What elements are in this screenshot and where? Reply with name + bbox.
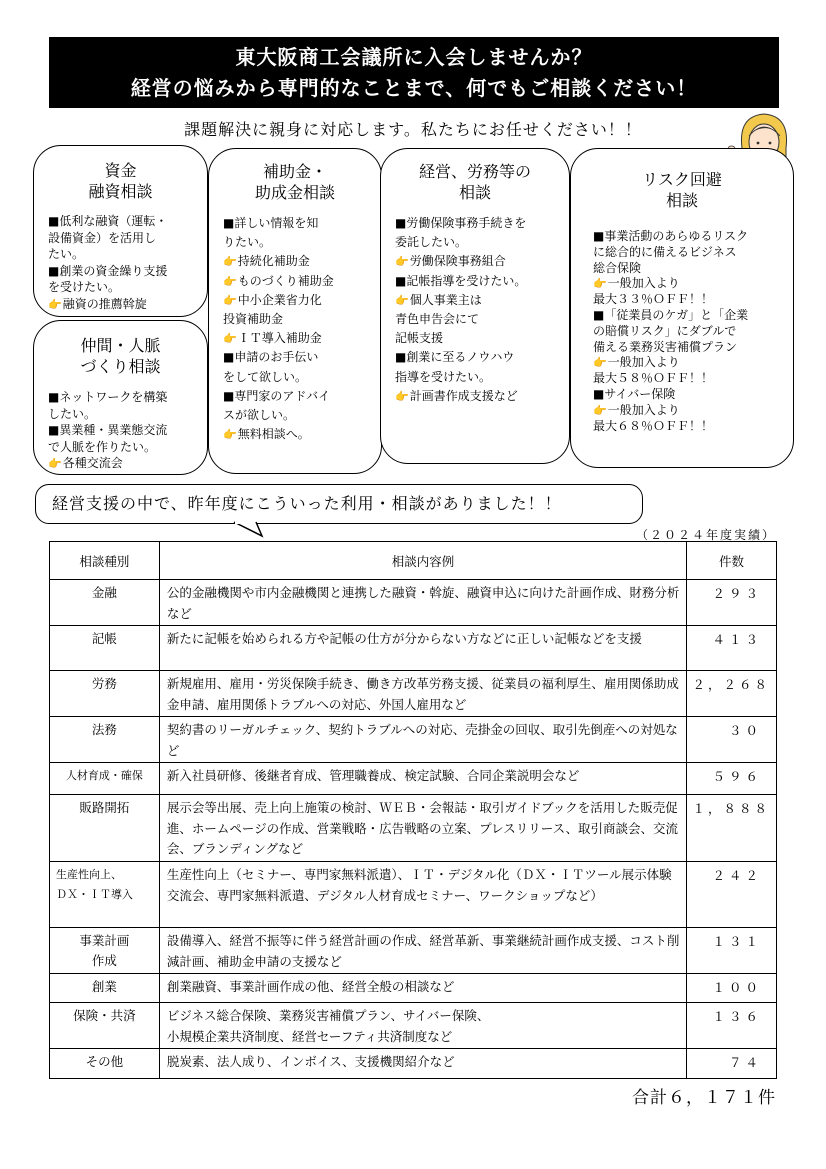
list-item: 👉 持続化補助金 [223, 252, 373, 271]
page-subtitle: 課題解決に親身に対応します。私たちにお任せください！！ [184, 120, 642, 139]
risk-consultation-bubble [570, 148, 794, 468]
total-count: 合計６，１７１件 [632, 1088, 776, 1108]
row-detail: ビジネス総合保険、業務災害補償プラン、サイバー保険、 小規模企業共済制度、経営セーフティ共済制度など [159, 1003, 686, 1049]
row-detail: 設備導入、経営不振等に伴う経営計画の作成、経営革新、事業継続計画作成支援、コスト削減計画、補助金申請の支援など [159, 928, 686, 974]
row-count: ２４２ [687, 862, 777, 928]
list-item: 👉 各種交流会 [48, 455, 199, 473]
table-row [50, 1003, 777, 1049]
row-category: 労務 [50, 671, 160, 717]
row-count: ５９６ [687, 763, 777, 795]
row-count: １３６ [687, 1003, 777, 1049]
row-category: その他 [50, 1049, 160, 1079]
row-detail: 生産性向上（セミナー、専門家無料派遣）、ＩＴ・デジタル化（ＤＸ・ＩＴツール展示体験交流会、専門家無料派遣、デジタル人材育成セミナー、ワークショップなど） [159, 862, 686, 928]
row-category: 記帳 [50, 626, 160, 671]
row-detail: 公的金融機関や市内金融機関と連携した融資・斡旋、融資申込に向けた計画作成、財務分析など [159, 580, 686, 626]
row-count: １３１ [687, 928, 777, 974]
list-item: ■ 創業の資金繰り支援 を受けたい。 [48, 263, 199, 296]
table-header-row [50, 542, 777, 580]
page-header [49, 37, 779, 108]
list-item: 👉 一般加入より 最大３３％ＯＦＦ！！ [593, 276, 787, 308]
list-item: 👉 無料相談へ。 [223, 425, 373, 444]
list-item: 👉 一般加入より 最大６８％ＯＦＦ！！ [593, 403, 787, 435]
subsidy-bubble-title: 補助金・ 助成金相談 [254, 162, 335, 202]
list-item: ■ 労働保険事務手続きを 委託したい。 [395, 214, 561, 252]
list-item: ■ 「従業員のケガ」と「企業 の賠償リスク」にダブルで 備える業務災害補償プラン [593, 308, 787, 355]
table-row [50, 626, 777, 671]
row-category: 金融 [50, 580, 160, 626]
table-row [50, 795, 777, 862]
list-item: ■ 記帳指導を受けたい。 [395, 272, 561, 291]
list-item: ■ 創業に至るノウハウ 指導を受けたい。 [395, 348, 561, 386]
row-detail: 新規雇用、雇用・労災保険手続き、働き方改革労務支援、従業員の福利厚生、雇用関係助成金申請、雇用関係トラブルへの対応、外国人雇用など [159, 671, 686, 717]
table-row [50, 1049, 777, 1079]
column-header-count: 件数 [687, 542, 777, 580]
labor-consultation-bubble [380, 148, 570, 464]
row-detail: 展示会等出展、売上向上施策の検討、ＷＥＢ・会報誌・取引ガイドブックを活用した販売促進、ホームページの作成、営業戦略・広告戦略の立案、プレスリリース、取引商談会、交流会、ブランディングなど [159, 795, 686, 862]
row-category: 生産性向上、 ＤＸ・ＩＴ導入 [50, 862, 160, 928]
row-count: ２９３ [687, 580, 777, 626]
row-category: 創業 [50, 974, 160, 1003]
row-detail: 創業融資、事業計画作成の他、経営全般の相談など [159, 974, 686, 1003]
list-item: 👉 中小企業省力化 投資補助金 [223, 291, 373, 329]
column-header-detail: 相談内容例 [159, 542, 686, 580]
network-bubble-title: 仲間・人脈 づくり相談 [80, 336, 161, 376]
list-item: 👉 個人事業主は 青色申告会にて 記帳支援 [395, 291, 561, 349]
list-item: 👉 計画書作成支援など [395, 387, 561, 406]
row-count: １，８８８ [687, 795, 777, 862]
table-row [50, 928, 777, 974]
year-note: （２０２４年度実績） [635, 528, 776, 542]
header-line-1: 東大阪商工会議所に入会しませんか？ [235, 45, 593, 69]
row-count: ７４ [687, 1049, 777, 1079]
list-item: 👉 融資の推薦斡旋 [48, 296, 199, 314]
table-row [50, 717, 777, 763]
list-item: ■ 専門家のアドバイ スが欲しい。 [223, 387, 373, 425]
row-detail: 脱炭素、法人成り、インボイス、支援機関紹介など [159, 1049, 686, 1079]
list-item: 👉 労働保険事務組合 [395, 252, 561, 271]
list-item: ■ サイバー保険 [593, 387, 787, 403]
list-item: ■ 詳しい情報を知 りたい。 [223, 214, 373, 252]
row-count: ３０ [687, 717, 777, 763]
risk-bubble-list [571, 229, 793, 434]
list-item: ■ 申請のお手伝い をして欲しい。 [223, 348, 373, 386]
row-detail: 契約書のリーガルチェック、契約トラブルへの対応、売掛金の回収、取引先倒産への対処など [159, 717, 686, 763]
speech-bubble: 経営支援の中で、昨年度にこういった利用・相談がありました！！ [35, 484, 643, 524]
finance-bubble-title: 資金 融資相談 [88, 161, 153, 201]
list-item: ■ 事業活動のあらゆるリスク に総合的に備えるビジネス 総合保険 [593, 229, 787, 276]
list-item: ■ 異業種・異業態交流 で人脈を作りたい。 [48, 422, 199, 455]
table-row [50, 580, 777, 626]
finance-bubble-list [34, 213, 207, 313]
list-item: 👉 一般加入より 最大５８％ＯＦＦ！！ [593, 355, 787, 387]
column-header-category: 相談種別 [50, 542, 160, 580]
labor-bubble-title: 経営、労務等の 相談 [418, 162, 531, 202]
finance-consultation-bubble [33, 145, 208, 317]
network-consultation-bubble [33, 320, 208, 475]
consultation-table [49, 541, 777, 1079]
subsidy-bubble-list [209, 214, 381, 444]
subsidy-consultation-bubble [208, 148, 382, 474]
row-category: 人材育成・確保 [50, 763, 160, 795]
speech-bubble-tail [232, 520, 272, 538]
list-item: ■ 低利な融資（運転・ 設備資金）を活用し たい。 [48, 213, 199, 263]
row-category: 事業計画 作成 [50, 928, 160, 974]
row-detail: 新たに記帳を始められる方や記帳の仕方が分からない方などに正しい記帳などを支援 [159, 626, 686, 671]
row-category: 販路開拓 [50, 795, 160, 862]
row-count: ２，２６８ [687, 671, 777, 717]
list-item: 👉 ＩＴ導入補助金 [223, 329, 373, 348]
list-item: 👉 ものづくり補助金 [223, 272, 373, 291]
row-category: 法務 [50, 717, 160, 763]
list-item: ■ ネットワークを構築 したい。 [48, 389, 199, 422]
table-row [50, 671, 777, 717]
row-count: ４１３ [687, 626, 777, 671]
row-category: 保険・共済 [50, 1003, 160, 1049]
table-row [50, 862, 777, 928]
header-line-2: 経営の悩みから専門的なことまで、何でもご相談ください！ [130, 76, 698, 100]
labor-bubble-list [381, 214, 569, 406]
row-detail: 新入社員研修、後継者育成、管理職養成、検定試験、合同企業説明会など [159, 763, 686, 795]
table-row [50, 974, 777, 1003]
risk-bubble-title: リスク回避 相談 [642, 170, 722, 210]
row-count: １００ [687, 974, 777, 1003]
table-row [50, 763, 777, 795]
network-bubble-list [34, 389, 207, 473]
